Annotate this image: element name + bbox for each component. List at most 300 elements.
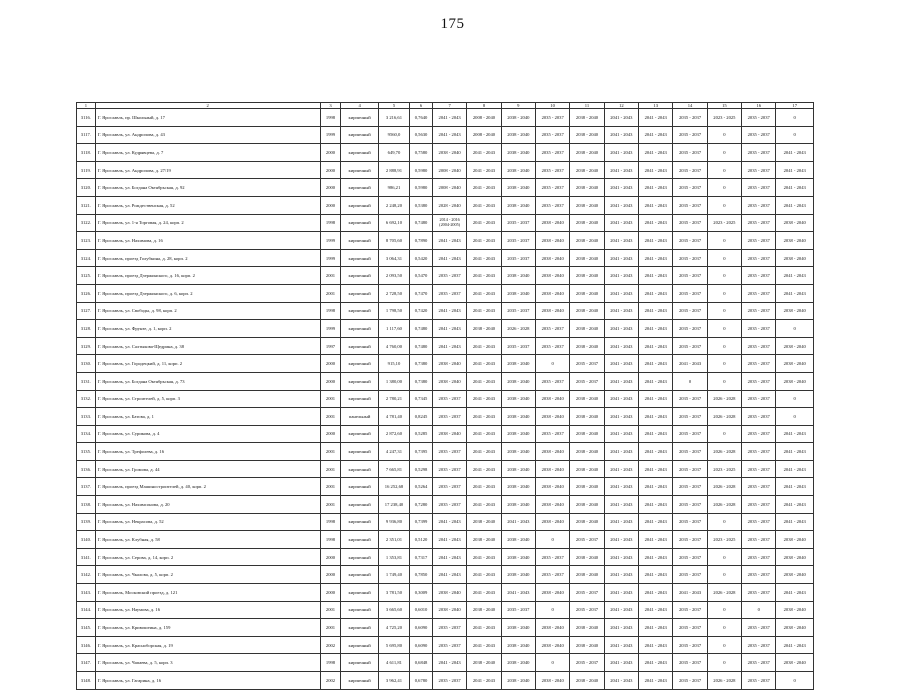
table-cell: 2041 - 2043 xyxy=(604,566,638,584)
table-cell: кирпичный xyxy=(341,126,378,144)
table-cell: кирпичный xyxy=(341,566,378,584)
table-cell: кирпичный xyxy=(341,214,378,232)
table-cell: 2035 - 2037 xyxy=(673,425,707,443)
table-cell: 0 xyxy=(536,355,570,373)
table-cell: 1998 xyxy=(320,654,341,672)
table-cell: 3141. xyxy=(77,548,96,566)
table-cell: Г. Ярославль, ул. Некрасова, д. 52 xyxy=(95,513,320,531)
table-cell: 3118. xyxy=(77,144,96,162)
table-row xyxy=(77,408,814,426)
table-cell: 2038 - 2040 xyxy=(776,355,814,373)
table-cell: 2035 - 2037 xyxy=(673,531,707,549)
table-cell: 2041 - 2043 xyxy=(639,478,673,496)
table-cell: 2038 - 2040 xyxy=(570,425,604,443)
table-cell: 3 216,61 xyxy=(378,109,409,127)
table-cell: 2035 - 2037 xyxy=(742,161,776,179)
table-cell: 2038 - 2040 xyxy=(501,390,535,408)
table-row xyxy=(77,460,814,478)
table-cell: кирпичный xyxy=(341,355,378,373)
table-cell: 2035 - 2037 xyxy=(742,566,776,584)
table-row xyxy=(77,531,814,549)
table-cell: 2038 - 2040 xyxy=(501,478,535,496)
table-cell: 0 xyxy=(776,390,814,408)
table-cell: 2035 - 2037 xyxy=(742,337,776,355)
table-cell: 6 692,10 xyxy=(378,214,409,232)
table-cell: 2041 - 2043 xyxy=(639,672,673,690)
table-cell: 2038 - 2040 xyxy=(501,443,535,461)
table-cell: 2038 - 2040 xyxy=(570,478,604,496)
table-cell: 2035 - 2037 xyxy=(673,179,707,197)
table-cell: 2038 - 2040 xyxy=(501,161,535,179)
table-cell: 2035 - 2037 xyxy=(536,109,570,127)
table-cell: кирпичный xyxy=(341,548,378,566)
table-cell: кирпичный xyxy=(341,249,378,267)
table-row xyxy=(77,443,814,461)
table-cell: 0 xyxy=(707,249,741,267)
table-cell: 3138. xyxy=(77,496,96,514)
table-cell: Г. Ярославль, ул. Фрунзе, д. 1, корп. 2 xyxy=(95,320,320,338)
table-cell: 2038 - 2040 xyxy=(570,337,604,355)
table-cell: 2038 - 2040 xyxy=(432,425,466,443)
table-cell: 2041 - 2043 xyxy=(639,320,673,338)
table-cell: 2038 - 2040 xyxy=(467,531,501,549)
table-cell: кирпичный xyxy=(341,302,378,320)
table-cell: 2035 - 2037 xyxy=(673,196,707,214)
table-cell: 2041 - 2043 xyxy=(604,179,638,197)
table-cell: кирпичный xyxy=(341,232,378,250)
table-cell: 2035 - 2037 xyxy=(432,284,466,302)
table-cell: 2041 - 2043 xyxy=(604,355,638,373)
table-cell: 915,10 xyxy=(378,355,409,373)
table-cell: 2041 - 2043 xyxy=(776,425,814,443)
table-cell: 2041 - 2043 xyxy=(467,566,501,584)
table-cell: Г. Ярославль, ул. Богдана Октябрьская, д. 92 xyxy=(95,179,320,197)
table-cell: 4 247,31 xyxy=(378,443,409,461)
table-cell: 2041 - 2043 xyxy=(467,267,501,285)
column-header: 8 xyxy=(467,103,501,109)
table-cell: 0 xyxy=(707,548,741,566)
table-cell: 2041 - 2043 xyxy=(467,425,501,443)
table-cell: 2035 - 2037 xyxy=(742,284,776,302)
table-cell: 2041 - 2043 xyxy=(776,584,814,602)
table-row xyxy=(77,144,814,162)
table-cell: 2000 xyxy=(320,584,341,602)
table-cell: 2041 - 2043 xyxy=(501,584,535,602)
table-cell: 0,7480 xyxy=(410,214,433,232)
table-cell: 2041 - 2043 xyxy=(639,337,673,355)
table-cell: 2035 - 2037 xyxy=(742,109,776,127)
table-cell: 2026 - 2028 xyxy=(707,443,741,461)
table-cell: 3144. xyxy=(77,601,96,619)
table-cell: 2041 - 2043 xyxy=(776,179,814,197)
table-cell: 2041 - 2043 xyxy=(639,355,673,373)
table-cell: 2001 xyxy=(320,284,341,302)
table-cell: 2041 - 2043 xyxy=(467,636,501,654)
table-cell: 2035 - 2037 xyxy=(673,302,707,320)
table-cell: 2038 - 2040 xyxy=(432,372,466,390)
table-cell: 2026 - 2028 xyxy=(501,320,535,338)
table-cell: 2041 - 2043 xyxy=(432,531,466,549)
table-cell: 2041 - 2043 xyxy=(467,478,501,496)
table-cell: 0 xyxy=(776,408,814,426)
table-cell: 2038 - 2040 xyxy=(776,566,814,584)
table-cell: 2035 - 2037 xyxy=(673,214,707,232)
table-cell: 1999 xyxy=(320,126,341,144)
table-cell: 2041 - 2043 xyxy=(604,654,638,672)
table-cell: 2041 - 2043 xyxy=(467,214,501,232)
table-cell: 2038 - 2040 xyxy=(570,232,604,250)
table-cell: 2041 - 2043 xyxy=(432,513,466,531)
table-cell: кирпичный xyxy=(341,144,378,162)
table-cell: 2035 - 2037 xyxy=(432,672,466,690)
table-cell: 0,5120 xyxy=(410,531,433,549)
table-cell: 17 238,40 xyxy=(378,496,409,514)
table-cell: 2035 - 2037 xyxy=(536,548,570,566)
table-cell: Г. Ярославль, ул. Салтыкова-Щедрина, д. 38 xyxy=(95,337,320,355)
table-cell: кирпичный xyxy=(341,443,378,461)
table-cell: 0 xyxy=(707,636,741,654)
table-cell: 2041 - 2043 xyxy=(604,320,638,338)
table-cell: 2038 - 2040 xyxy=(501,408,535,426)
table-cell: 2001 xyxy=(320,267,341,285)
table-cell: Г. Ярославль, ул. Богдана Октябрьская, д. 73 xyxy=(95,372,320,390)
table-cell: кирпичный xyxy=(341,161,378,179)
table-cell: 2038 - 2040 xyxy=(536,390,570,408)
table-cell: 2041 - 2043 xyxy=(467,672,501,690)
table-cell: Г. Ярославль, ул. Андропова, д. 27/19 xyxy=(95,161,320,179)
table-cell: 2038 - 2040 xyxy=(570,302,604,320)
column-header: 11 xyxy=(570,103,604,109)
table-cell: 2035 - 2037 xyxy=(536,320,570,338)
table-cell: Г. Ярославль, ул. Наумова, д. 16 xyxy=(95,601,320,619)
table-cell: 2035 - 2037 xyxy=(536,566,570,584)
table-cell: 2041 - 2043 xyxy=(604,460,638,478)
table-cell: 2038 - 2040 xyxy=(501,355,535,373)
table-cell: 3127. xyxy=(77,302,96,320)
table-cell: 2035 - 2037 xyxy=(673,337,707,355)
table-row xyxy=(77,196,814,214)
table-cell: 2041 - 2043 xyxy=(604,267,638,285)
table-cell: 2041 - 2043 xyxy=(776,161,814,179)
table-cell: 2008 - 2040 xyxy=(467,126,501,144)
table-cell: 2041 - 2043 xyxy=(639,126,673,144)
table-cell: 3136. xyxy=(77,460,96,478)
table-cell: кирпичный xyxy=(341,460,378,478)
table-cell: 2041 - 2043 xyxy=(604,161,638,179)
table-cell: 2041 - 2043 xyxy=(639,284,673,302)
table-cell: 4 760,00 xyxy=(378,337,409,355)
table-cell: 2035 - 2037 xyxy=(742,249,776,267)
table-cell: 2035 - 2037 xyxy=(432,496,466,514)
table-cell: 0 xyxy=(707,126,741,144)
table-cell: 2041 - 2043 xyxy=(467,619,501,637)
table-cell: 2041 - 2043 xyxy=(467,443,501,461)
table-cell: 2038 - 2040 xyxy=(501,267,535,285)
table-cell: 2035 - 2037 xyxy=(570,584,604,602)
table-cell: 2035 - 2037 xyxy=(742,267,776,285)
table-cell: 2001 xyxy=(320,601,341,619)
table-cell: 2035 - 2037 xyxy=(432,619,466,637)
table-cell: 2041 - 2043 xyxy=(639,496,673,514)
table-cell: 1 117,60 xyxy=(378,320,409,338)
table-row xyxy=(77,126,814,144)
table-cell: 2041 - 2043 xyxy=(604,214,638,232)
table-cell: 2035 - 2037 xyxy=(536,196,570,214)
table-cell: 2001 xyxy=(320,496,341,514)
table-row xyxy=(77,619,814,637)
table-cell: 0,5285 xyxy=(410,425,433,443)
table-row xyxy=(77,320,814,338)
table-cell: 2038 - 2040 xyxy=(570,390,604,408)
table-cell: 2035 - 2037 xyxy=(673,636,707,654)
table-cell: 2035 - 2037 xyxy=(570,531,604,549)
table-cell: 2041 - 2043 xyxy=(639,179,673,197)
table-cell: 0,7580 xyxy=(410,144,433,162)
table-cell: 2038 - 2040 xyxy=(570,284,604,302)
table-cell: 2038 - 2040 xyxy=(536,672,570,690)
table-cell: 2035 - 2037 xyxy=(570,355,604,373)
table-cell: 2041 - 2043 xyxy=(604,425,638,443)
table-cell: 2038 - 2040 xyxy=(570,619,604,637)
table-cell: кирпичный xyxy=(341,654,378,672)
table-cell: 2035 - 2037 xyxy=(742,654,776,672)
table-cell: 0 xyxy=(707,654,741,672)
table-cell: 2035 - 2037 xyxy=(742,443,776,461)
table-cell: 3137. xyxy=(77,478,96,496)
table-cell: 2001 xyxy=(320,443,341,461)
table-cell: 2041 - 2043 xyxy=(639,636,673,654)
table-cell: 3121. xyxy=(77,196,96,214)
table-cell: 0 xyxy=(776,109,814,127)
table-cell: 2041 - 2043 xyxy=(604,284,638,302)
table-cell: 2041 - 2043 xyxy=(467,337,501,355)
table-cell: кирпичный xyxy=(341,372,378,390)
table-cell: кирпичный xyxy=(341,390,378,408)
table-cell: 0,5630 xyxy=(410,126,433,144)
table-cell: 9560,0 xyxy=(378,126,409,144)
table-cell: Г. Ярославль, пр. Школьный, д. 17 xyxy=(95,109,320,127)
table-cell: 2035 - 2037 xyxy=(673,478,707,496)
table-cell: 2038 - 2040 xyxy=(501,126,535,144)
table-cell: 0 xyxy=(707,179,741,197)
table-cell: 8 705,60 xyxy=(378,232,409,250)
table-cell: Г. Ярославль, ул. Батова, д. 1 xyxy=(95,408,320,426)
table-cell: 2041 - 2043 xyxy=(776,478,814,496)
table-cell: 0 xyxy=(673,372,707,390)
table-cell: 4 781,40 xyxy=(378,408,409,426)
table-cell: 2038 - 2040 xyxy=(536,460,570,478)
table-cell: 2035 - 2037 xyxy=(742,425,776,443)
table-cell: 2041 - 2043 xyxy=(639,566,673,584)
table-cell: 2035 - 2037 xyxy=(742,390,776,408)
table-cell: 2038 - 2040 xyxy=(501,196,535,214)
table-cell: 0,8245 xyxy=(410,408,433,426)
table-cell: Г. Ярославль, ул. Кривошеина, д. 159 xyxy=(95,619,320,637)
table-cell: кирпичный xyxy=(341,584,378,602)
table-row xyxy=(77,672,814,690)
table-cell: 3143. xyxy=(77,584,96,602)
table-cell: 2041 - 2043 xyxy=(639,390,673,408)
table-cell: 2041 - 2043 xyxy=(604,232,638,250)
table-cell: 2041 - 2043 xyxy=(467,496,501,514)
table-cell: 3139. xyxy=(77,513,96,531)
table-cell: 2041 - 2043 xyxy=(467,232,501,250)
table-cell: 0 xyxy=(707,337,741,355)
table-cell: 3117. xyxy=(77,126,96,144)
table-cell: 2035 - 2037 xyxy=(501,337,535,355)
table-cell: 1 798,50 xyxy=(378,302,409,320)
table-cell: 2035 - 2037 xyxy=(673,126,707,144)
column-header: 1 xyxy=(77,103,96,109)
table-cell: 1998 xyxy=(320,302,341,320)
table-cell: 2000 xyxy=(320,566,341,584)
table-cell: 2038 - 2040 xyxy=(501,284,535,302)
table-cell: 2038 - 2040 xyxy=(570,636,604,654)
table-cell: 2038 - 2040 xyxy=(501,619,535,637)
table-cell: Г. Ярославль, ул. Чапаева, д. 5, корп. 3 xyxy=(95,654,320,672)
table-cell: 0 xyxy=(707,619,741,637)
column-header: 16 xyxy=(742,103,776,109)
table-cell: 3133. xyxy=(77,408,96,426)
page-number: 175 xyxy=(440,16,465,32)
table-cell: 2035 - 2037 xyxy=(673,390,707,408)
table-cell: 3 665,60 xyxy=(378,601,409,619)
table-cell: 2038 - 2040 xyxy=(432,601,466,619)
table-cell: 2041 - 2043 xyxy=(639,249,673,267)
column-header: 10 xyxy=(536,103,570,109)
table-cell: 2038 - 2040 xyxy=(536,619,570,637)
table-cell: 0,6780 xyxy=(410,672,433,690)
table-cell: 2041 - 2043 xyxy=(604,619,638,637)
table-cell: Г. Ярославль, ул. Строителей, д. 5, корп. 3 xyxy=(95,390,320,408)
table-cell: 2038 - 2040 xyxy=(776,302,814,320)
table-cell: 2038 - 2040 xyxy=(570,214,604,232)
table-cell: 3147. xyxy=(77,654,96,672)
table-cell: 2035 - 2037 xyxy=(501,232,535,250)
table-cell: панельный xyxy=(341,408,378,426)
table-cell: 2038 - 2040 xyxy=(570,320,604,338)
table-cell: 2035 - 2037 xyxy=(536,126,570,144)
table-cell: 3120. xyxy=(77,179,96,197)
table-cell: 3126. xyxy=(77,284,96,302)
table-body xyxy=(77,109,814,690)
table-cell: 2038 - 2040 xyxy=(570,179,604,197)
table-cell: 2041 - 2043 xyxy=(467,460,501,478)
table-cell: Г. Ярославль, ул. 1-я Торговая, д. 24, корп. 2 xyxy=(95,214,320,232)
table-cell: 2038 - 2040 xyxy=(501,460,535,478)
table-cell: 3 962,41 xyxy=(378,672,409,690)
table-cell: 2035 - 2037 xyxy=(742,355,776,373)
table-cell: 2041 - 2043 xyxy=(639,460,673,478)
table-cell: 2038 - 2040 xyxy=(570,126,604,144)
table-cell: 2038 - 2040 xyxy=(467,320,501,338)
table-cell: 0,5380 xyxy=(410,196,433,214)
table-cell: 3129. xyxy=(77,337,96,355)
table-cell: 3131. xyxy=(77,372,96,390)
table-cell: Г. Ярославль, ул. Клубная, д. 58 xyxy=(95,531,320,549)
table-cell: 2035 - 2037 xyxy=(742,408,776,426)
table-cell: 0 xyxy=(536,601,570,619)
table-row xyxy=(77,513,814,531)
table-cell: 2038 - 2040 xyxy=(467,513,501,531)
table-row xyxy=(77,267,814,285)
table-cell: 2041 - 2043 xyxy=(776,496,814,514)
table-cell: 9 936,80 xyxy=(378,513,409,531)
table-cell: 0 xyxy=(707,513,741,531)
table-cell: 0 xyxy=(707,267,741,285)
table-cell: Г. Ярославль, Московский проезд, д. 121 xyxy=(95,584,320,602)
table-cell: 2035 - 2037 xyxy=(742,232,776,250)
table-cell: 3146. xyxy=(77,636,96,654)
table-cell: 2035 - 2037 xyxy=(570,654,604,672)
table-cell: 2023 - 2025 xyxy=(707,460,741,478)
table-cell: 2041 - 2043 xyxy=(432,654,466,672)
table-cell: 3119. xyxy=(77,161,96,179)
table-cell: 2041 - 2043 xyxy=(639,408,673,426)
table-cell: кирпичный xyxy=(341,619,378,637)
table-cell: 1999 xyxy=(320,320,341,338)
table-cell: 0,6090 xyxy=(410,636,433,654)
table-cell: 2000 xyxy=(320,161,341,179)
table-cell: 2041 - 2043 xyxy=(467,355,501,373)
table-cell: 2041 - 2043 xyxy=(501,513,535,531)
table-cell: 0,7345 xyxy=(410,390,433,408)
table-cell: 2038 - 2040 xyxy=(776,372,814,390)
table-cell: кирпичный xyxy=(341,672,378,690)
table-cell: Г. Ярославль, ул. Сурикова, д. 4 xyxy=(95,425,320,443)
table-cell: 16 252,68 xyxy=(378,478,409,496)
table-cell: 0 xyxy=(707,355,741,373)
table-cell: 2041 - 2043 xyxy=(604,496,638,514)
table-cell: 2038 - 2040 xyxy=(570,672,604,690)
table-cell: 2035 - 2037 xyxy=(536,179,570,197)
table-cell: 2035 - 2037 xyxy=(673,443,707,461)
table-cell: 0,7380 xyxy=(410,372,433,390)
table-cell: 2035 - 2037 xyxy=(742,496,776,514)
table-cell: 3125. xyxy=(77,267,96,285)
table-cell: 3128. xyxy=(77,320,96,338)
table-cell: 2 872,60 xyxy=(378,425,409,443)
table-cell: 0,7470 xyxy=(410,284,433,302)
table-cell: 2038 - 2040 xyxy=(776,249,814,267)
table-cell: Г. Ярославль, ул. Свободы, д. 98, корп. 2 xyxy=(95,302,320,320)
table-cell: 2035 - 2037 xyxy=(432,478,466,496)
table-cell: 2038 - 2040 xyxy=(570,513,604,531)
table-cell: 2035 - 2037 xyxy=(673,619,707,637)
table-cell: 2041 - 2043 xyxy=(639,654,673,672)
table-cell: 2035 - 2037 xyxy=(742,478,776,496)
table-cell: 3142. xyxy=(77,566,96,584)
column-header: 12 xyxy=(604,103,638,109)
table-row xyxy=(77,372,814,390)
table-cell: 2041 - 2043 xyxy=(604,443,638,461)
table-cell: 2035 - 2037 xyxy=(742,636,776,654)
table-cell: 2035 - 2037 xyxy=(536,372,570,390)
table-cell: 0,7399 xyxy=(410,513,433,531)
table-row xyxy=(77,179,814,197)
table-cell: 2000 xyxy=(320,355,341,373)
table-cell: 2035 - 2037 xyxy=(742,196,776,214)
table-cell: 2038 - 2040 xyxy=(776,654,814,672)
table-cell: 0,5470 xyxy=(410,267,433,285)
table-cell: 0,5980 xyxy=(410,161,433,179)
table-cell: 2026 - 2028 xyxy=(707,584,741,602)
table-cell: 2038 - 2040 xyxy=(570,109,604,127)
table-cell: 2035 - 2037 xyxy=(432,460,466,478)
table-row xyxy=(77,284,814,302)
table-cell: 1998 xyxy=(320,109,341,127)
table-cell: 0 xyxy=(707,425,741,443)
